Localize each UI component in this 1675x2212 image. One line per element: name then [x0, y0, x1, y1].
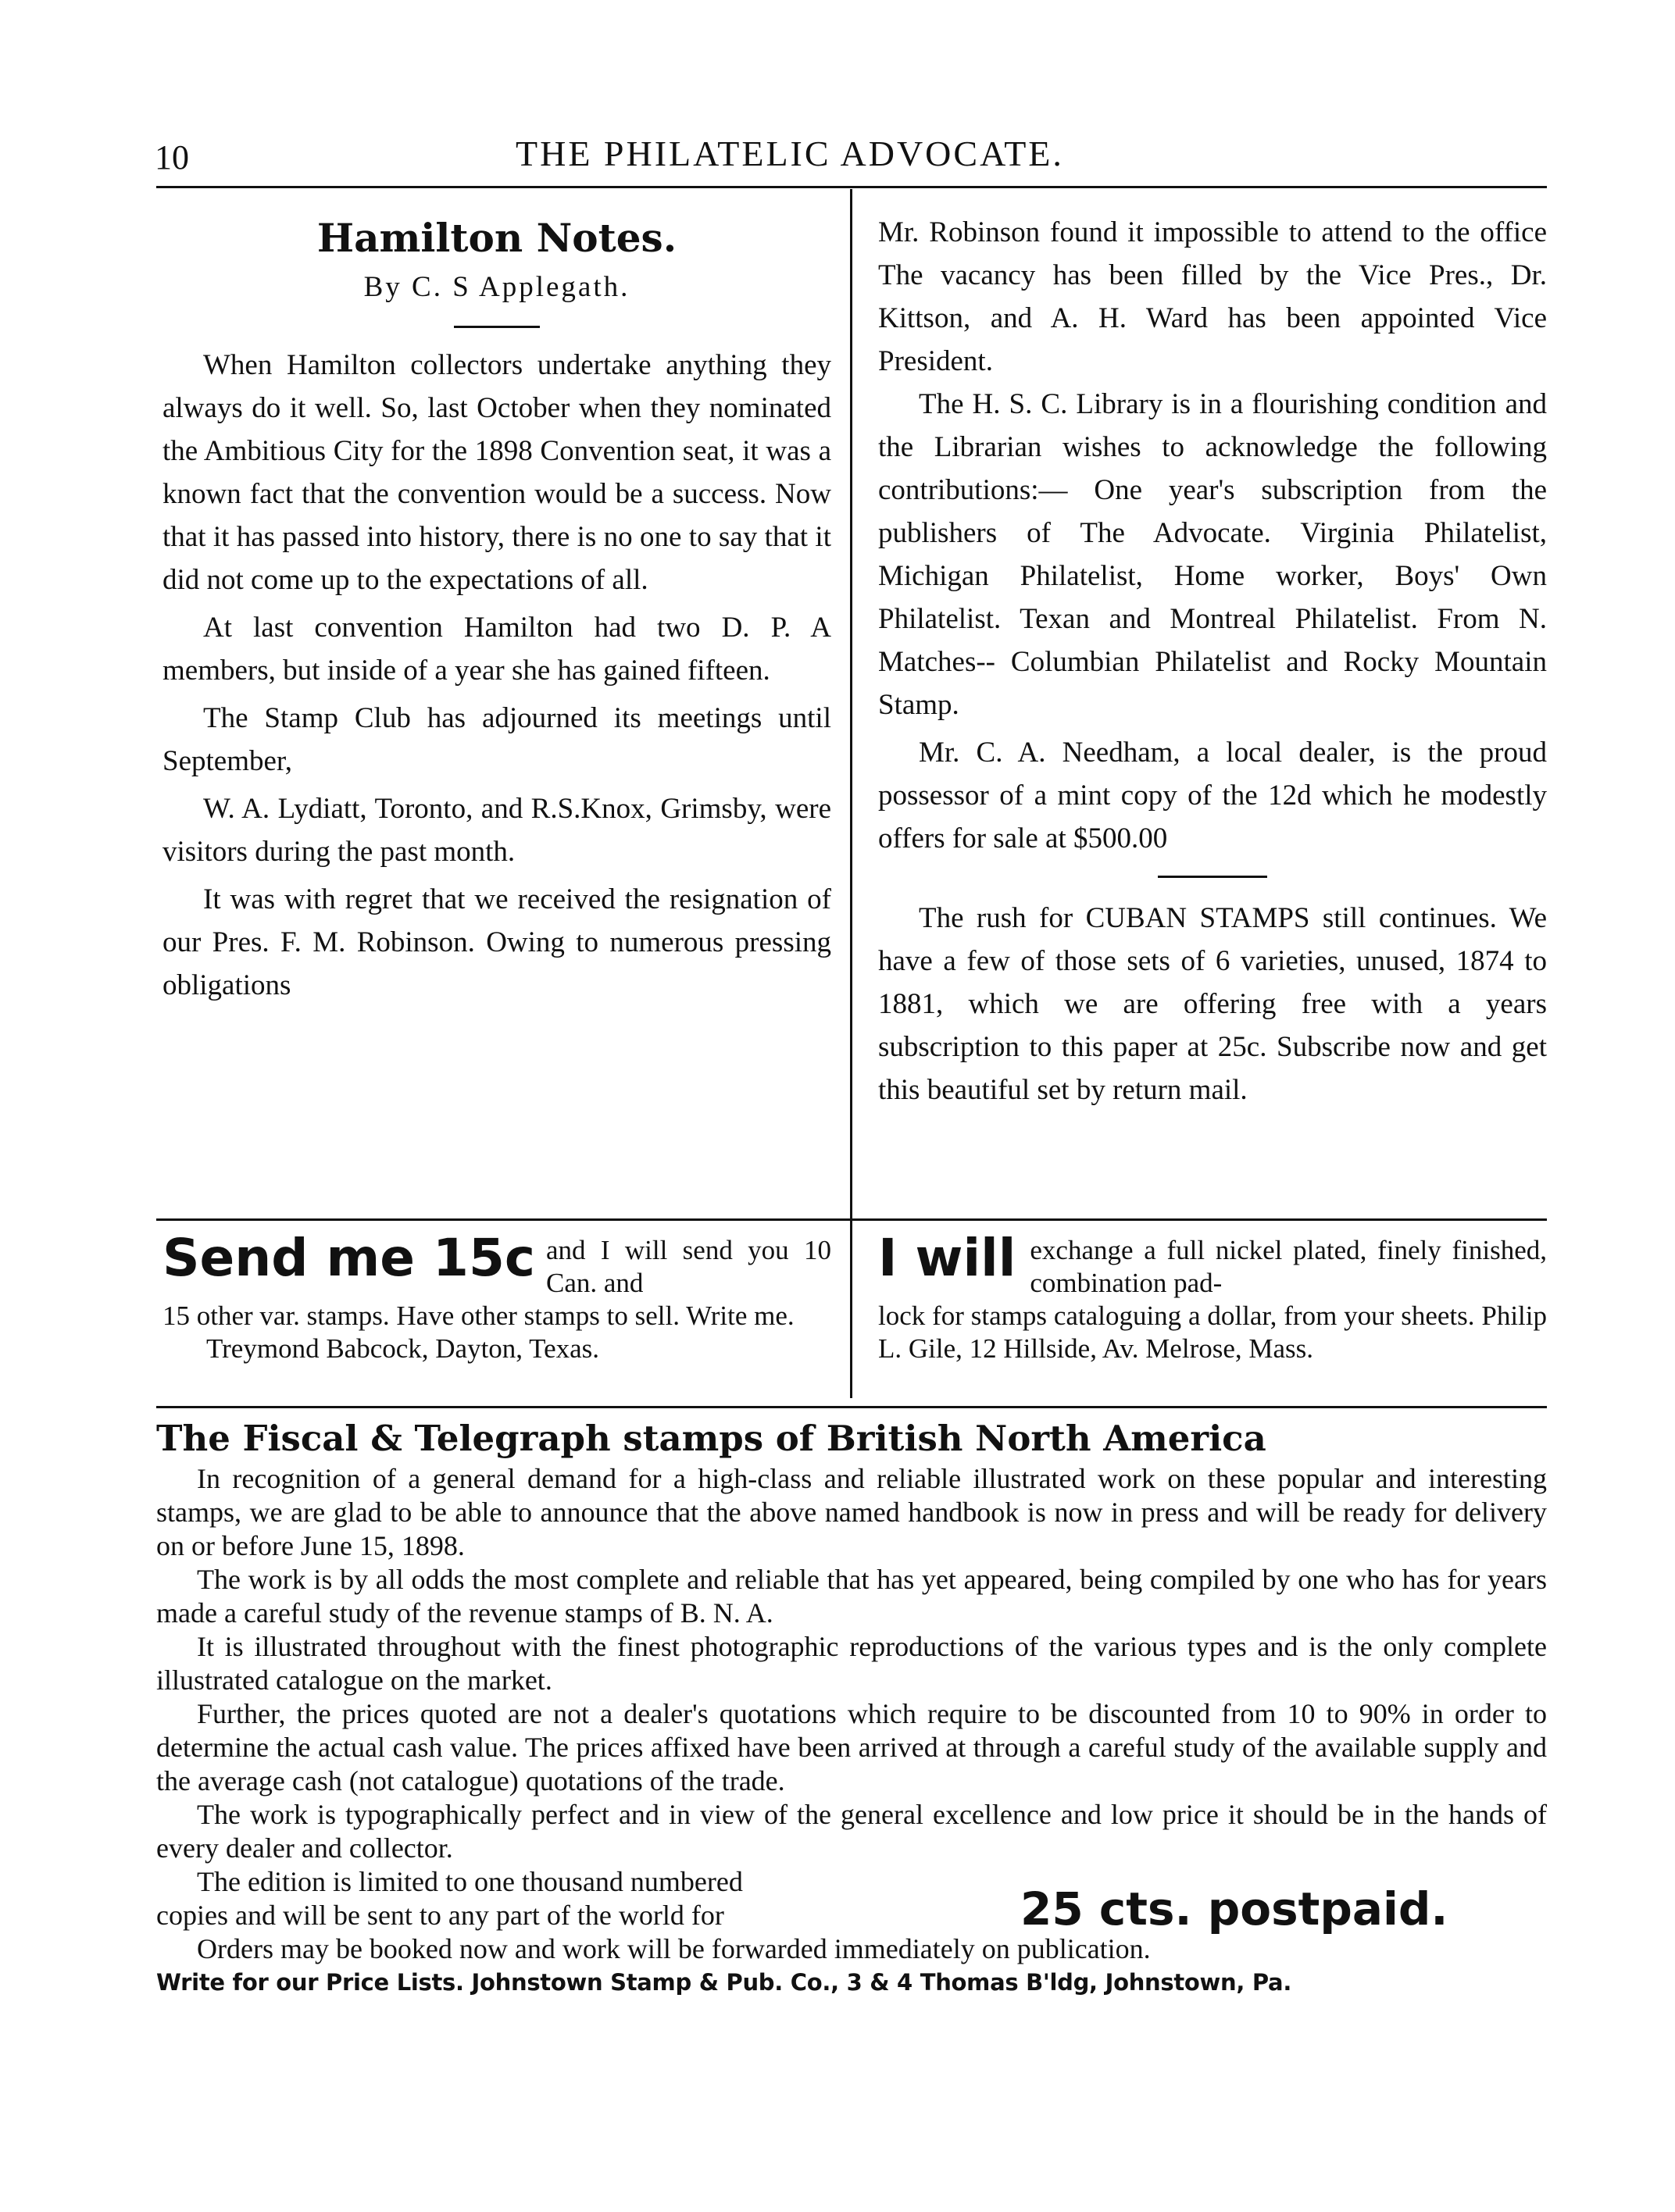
article-paragraph: Mr. Robinson found it impossible to attend to the office The vacancy has been filled by the Vice Pres., Dr. Kittson, and A. H. Ward has been appointed Vice President. — [878, 216, 1547, 377]
ad-left — [162, 1228, 831, 1365]
bottom-ad-paragraph: In recognition of a general demand for a high-class and reliable illustrated work on these popular and interesting stamps, we are glad to be able to announce that the above named handbook is now in press and will be ready for delivery on or before June 15, 1898. — [156, 1463, 1547, 1561]
bottom-ad-orders: Orders may be booked now and work will be forwarded immediately on publication. — [197, 1933, 1151, 1964]
article-byline: By C. S Applegath. — [363, 271, 630, 303]
title-rule — [454, 326, 540, 328]
article-paragraph: It was with regret that we received the resignation of our Pres. F. M. Robinson. Owing to numerous pressing obligations — [162, 883, 831, 1001]
article-paragraph: The H. S. C. Library is in a flourishing condition and the Librarian wishes to acknowledge the following contributions:— One year's subscription from the publishers of The Advocate. Virginia Philatelist, Michigan Philatelist, Home worker, Boys' Own Philatelist. Texan and Montreal Philatelist. From N. Matches-- Columbian Philatelist and Rocky Mountain Stamp. — [878, 388, 1547, 721]
ad-left-headline: Send me 15c — [162, 1228, 535, 1288]
edition-line: copies and will be sent to any part of the world for — [156, 1900, 724, 1931]
bottom-ad-paragraph: The work is typographically perfect and in view of the general excellence and low price it should be in the hands of every dealer and collector. — [156, 1799, 1547, 1864]
bottom-ad-paragraph: Further, the prices quoted are not a dealer's quotations which require to be discounted from 10 to 90% in order to determine the actual cash value. The prices affixed have been arrived at through a careful study of the available supply and the average cash (not catalogue) quotations of the trade. — [156, 1698, 1547, 1796]
page-number: 10 — [155, 138, 189, 177]
cuban-notice: The rush for CUBAN STAMPS still continues. We have a few of those sets of 6 varieties, unused, 1874 to 1881, which we are offering free with a years subscription to this paper at 25c. Subscribe now and get this beautiful set by return mail. — [878, 902, 1547, 1106]
ad-left-signature: Treymond Babcock, Dayton, Texas. — [206, 1333, 600, 1364]
header-rule — [156, 186, 1547, 188]
bottom-ad-rule — [156, 1406, 1547, 1408]
ad-right-lead: exchange a full nickel plated, finely finished, combination pad- — [1030, 1235, 1547, 1298]
article-paragraph: Mr. C. A. Needham, a local dealer, is the proud possessor of a mint copy of the 12d which he modestly offers for sale at $500.00 — [878, 737, 1547, 854]
ad-left-body: 15 other var. stamps. Have other stamps to sell. Write me. — [162, 1300, 795, 1331]
bottom-ad — [156, 1415, 1547, 2000]
edition-line: The edition is limited to one thousand numbered — [197, 1866, 743, 1897]
publisher-footer: Write for our Price Lists. Johnstown Stamp & Pub. Co., 3 & 4 Thomas B'ldg, Johnstown, Pa. — [156, 1969, 1292, 1996]
article-paragraph: When Hamilton collectors undertake anything they always do it well. So, last October when they nominated the Ambitious City for the 1898 Convention seat, it was a known fact that the convention would be a success. Now that it has passed into history, there is no one to say that it did not come up to the expectations of all. — [162, 349, 831, 596]
right-column — [878, 211, 1547, 1111]
section-rule — [1158, 876, 1267, 878]
left-column — [162, 211, 831, 1007]
ad-left-lead: and I will send you 10 Can. and — [546, 1235, 831, 1298]
ad-right — [878, 1228, 1547, 1365]
article-paragraph: W. A. Lydiatt, Toronto, and R.S.Knox, Grimsby, were visitors during the past month. — [162, 793, 831, 868]
ad-right-headline: I will — [878, 1228, 1016, 1288]
article-title: Hamilton Notes. — [316, 215, 677, 261]
bottom-ad-paragraph: It is illustrated throughout with the finest photographic reproductions of the various types and is the only complete illustrated catalogue on the market. — [156, 1631, 1547, 1696]
article-paragraph: At last convention Hamilton had two D. P. A members, but inside of a year she has gained fifteen. — [162, 612, 831, 687]
ad-right-body: lock for stamps cataloguing a dollar, from your sheets. Philip L. Gile, 12 Hillside, Av. Melrose, Mass. — [878, 1300, 1547, 1364]
running-head: THE PHILATELIC ADVOCATE. — [516, 134, 1064, 173]
price-postpaid: 25 cts. postpaid. — [1020, 1882, 1448, 1936]
bottom-ad-headline: The Fiscal & Telegraph stamps of British North America — [156, 1418, 1266, 1459]
column-divider — [850, 189, 852, 1398]
ads-top-rule — [156, 1218, 1547, 1221]
article-paragraph: The Stamp Club has adjourned its meetings until September, — [162, 702, 831, 777]
bottom-ad-paragraph: The work is by all odds the most complete and reliable that has yet appeared, being compiled by one who has for years made a careful study of the revenue stamps of B. N. A. — [156, 1564, 1547, 1629]
